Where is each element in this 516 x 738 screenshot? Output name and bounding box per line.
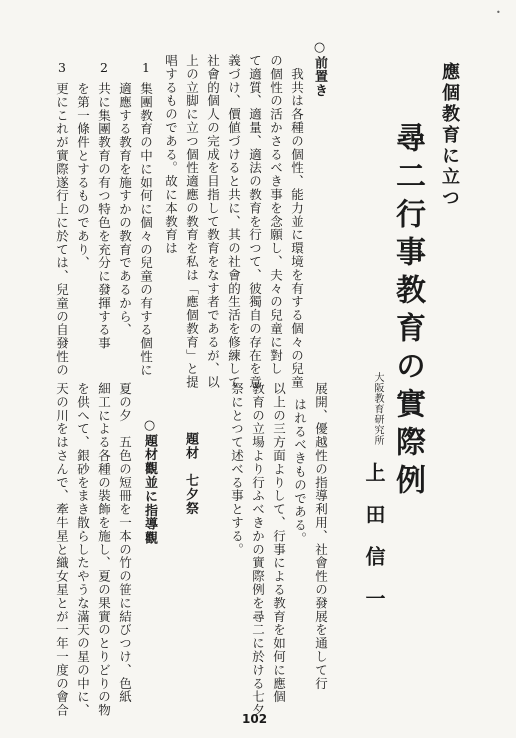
continuation-line: 展開、優越性の指導利用、社會性の發展を通して行 — [313, 382, 329, 691]
continuation-line: 祭にとつて述べる事とする。 — [229, 382, 245, 557]
topic-label: 題材 七夕祭 — [183, 432, 198, 516]
corner-mark: • — [496, 8, 501, 17]
guidance-line: を供へて、銀砂をまき散らしたやうな滿天の星の中に、 — [75, 382, 91, 717]
guidance-line: 細工による各種の裝飾を施し、夏の果實のとりどりの物 — [96, 382, 112, 717]
author-name: 上田信一 — [362, 462, 386, 630]
continuation-line: 以上の三方面よりして、行事による教育を如何に應個 — [271, 382, 287, 704]
preface-line: の個性の活かさるべき事を念願し、夫々の兒童に對し — [268, 54, 284, 376]
guidance-line: 夏の夕 五色の短冊を一本の竹の笹に結びつけ、色紙 — [117, 382, 133, 704]
guidance-heading: ○題材觀並に指導觀 — [142, 418, 157, 546]
point-line: 集團教育の中に如何に個々の兒童の有する個性に — [138, 82, 154, 377]
point-line: を第一條件とするものであり、 — [75, 82, 91, 270]
preface-line: 上の立脚に立つ個性適應の教育を私は「應個教育」と提 — [184, 54, 200, 389]
point-line: 更にこれが實際遂行上に於ては、兒童の自發性の — [54, 82, 70, 377]
point-line: 適應する教育を施すかの教育であるから、 — [117, 82, 133, 337]
point-number: 3 — [54, 60, 70, 76]
page-number: 102 — [242, 712, 268, 726]
subtitle: 應個教育に立つ — [439, 62, 460, 209]
preface-line: 我共は各種の個性、能力並に環境を有する個々の兒童 — [289, 54, 305, 389]
page-title: 尋二行事教育の實際例 — [390, 122, 425, 502]
preface-line: て適質、適量、適法の教育を行つて、彼獨自の存在を意 — [247, 54, 263, 389]
author-affiliation: 大阪教育研究所 — [372, 372, 383, 446]
point-line: 共に集團教育の有つ特色を充分に發揮する事 — [96, 82, 112, 350]
continuation-line: 教育の立場より行ふべきかの實際例を尋二に於ける七夕 — [250, 382, 266, 717]
point-number: 2 — [96, 60, 112, 76]
guidance-line: 天の川をはさんで、牽牛星と織女星とが一年一度の會合 — [54, 382, 70, 717]
continuation-line: はれるべきものである。 — [292, 398, 308, 546]
preface-line: 義づけ、價値づけると共に、其の社會的生活を修練して — [226, 54, 242, 389]
preface-heading: ○前置き — [312, 40, 327, 98]
preface-line: 社會的個人の完成を目指して教育をなす者であるが、以 — [205, 54, 221, 389]
point-number: 1 — [138, 60, 154, 76]
preface-line: 唱するものである。故に本教育は — [163, 54, 179, 255]
